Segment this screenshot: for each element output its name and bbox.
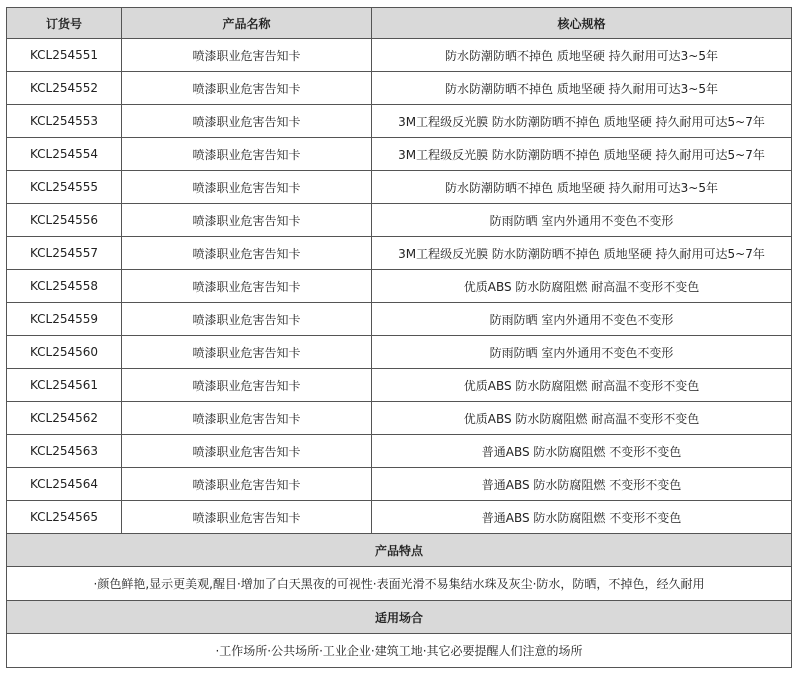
core-spec-cell: 防水防潮防晒不掉色 质地坚硬 持久耐用可达3~5年 <box>372 39 792 72</box>
order-no-cell: KCL254561 <box>7 369 122 402</box>
product-name-cell: 喷漆职业危害告知卡 <box>122 204 372 237</box>
order-no-cell: KCL254558 <box>7 270 122 303</box>
table-row <box>7 39 792 72</box>
product-name-cell: 喷漆职业危害告知卡 <box>122 270 372 303</box>
core-spec-cell: 防水防潮防晒不掉色 质地坚硬 持久耐用可达3~5年 <box>372 72 792 105</box>
order-no-cell: KCL254565 <box>7 501 122 534</box>
features-header-row <box>7 534 792 567</box>
core-spec-cell: 优质ABS 防水防腐阻燃 耐高温不变形不变色 <box>372 369 792 402</box>
product-name-cell: 喷漆职业危害告知卡 <box>122 402 372 435</box>
core-spec-cell: 普通ABS 防水防腐阻燃 不变形不变色 <box>372 501 792 534</box>
product-name-cell: 喷漆职业危害告知卡 <box>122 72 372 105</box>
product-name-cell: 喷漆职业危害告知卡 <box>122 105 372 138</box>
core-spec-cell: 防雨防晒 室内外通用不变色不变形 <box>372 204 792 237</box>
order-no-cell: KCL254559 <box>7 303 122 336</box>
product-name-cell: 喷漆职业危害告知卡 <box>122 39 372 72</box>
product-name-cell: 喷漆职业危害告知卡 <box>122 501 372 534</box>
order-no-cell: KCL254562 <box>7 402 122 435</box>
order-no-cell: KCL254557 <box>7 237 122 270</box>
table-row <box>7 270 792 303</box>
table-row <box>7 402 792 435</box>
header-order-no: 订货号 <box>7 8 122 39</box>
table-row <box>7 105 792 138</box>
core-spec-cell: 3M工程级反光膜 防水防潮防晒不掉色 质地坚硬 持久耐用可达5~7年 <box>372 105 792 138</box>
table-header-row <box>7 8 792 39</box>
table-row <box>7 468 792 501</box>
order-no-cell: KCL254563 <box>7 435 122 468</box>
table-row <box>7 303 792 336</box>
core-spec-cell: 3M工程级反光膜 防水防潮防晒不掉色 质地坚硬 持久耐用可达5~7年 <box>372 138 792 171</box>
order-no-cell: KCL254552 <box>7 72 122 105</box>
table-row <box>7 237 792 270</box>
core-spec-cell: 普通ABS 防水防腐阻燃 不变形不变色 <box>372 435 792 468</box>
table-row <box>7 336 792 369</box>
spec-table <box>6 7 792 668</box>
usage-title: 适用场合 <box>7 601 792 634</box>
core-spec-cell: 防雨防晒 室内外通用不变色不变形 <box>372 303 792 336</box>
product-name-cell: 喷漆职业危害告知卡 <box>122 468 372 501</box>
order-no-cell: KCL254553 <box>7 105 122 138</box>
table-row <box>7 72 792 105</box>
header-core-spec: 核心规格 <box>372 8 792 39</box>
core-spec-cell: 防雨防晒 室内外通用不变色不变形 <box>372 336 792 369</box>
usage-body-row <box>7 634 792 668</box>
order-no-cell: KCL254554 <box>7 138 122 171</box>
product-name-cell: 喷漆职业危害告知卡 <box>122 171 372 204</box>
table-row <box>7 369 792 402</box>
table-row <box>7 204 792 237</box>
product-name-cell: 喷漆职业危害告知卡 <box>122 303 372 336</box>
order-no-cell: KCL254556 <box>7 204 122 237</box>
table-row <box>7 171 792 204</box>
product-name-cell: 喷漆职业危害告知卡 <box>122 138 372 171</box>
table-row <box>7 138 792 171</box>
order-no-cell: KCL254555 <box>7 171 122 204</box>
order-no-cell: KCL254560 <box>7 336 122 369</box>
product-name-cell: 喷漆职业危害告知卡 <box>122 237 372 270</box>
spec-table-wrapper <box>6 7 791 668</box>
order-no-cell: KCL254564 <box>7 468 122 501</box>
header-product-name: 产品名称 <box>122 8 372 39</box>
core-spec-cell: 优质ABS 防水防腐阻燃 耐高温不变形不变色 <box>372 270 792 303</box>
core-spec-cell: 普通ABS 防水防腐阻燃 不变形不变色 <box>372 468 792 501</box>
table-row <box>7 501 792 534</box>
features-title: 产品特点 <box>7 534 792 567</box>
core-spec-cell: 优质ABS 防水防腐阻燃 耐高温不变形不变色 <box>372 402 792 435</box>
features-text: ·颜色鲜艳,显示更美观,醒目·增加了白天黑夜的可视性·表面光滑不易集结水珠及灰尘·防水，防晒，不掉色，经久耐用 <box>7 567 792 601</box>
table-body <box>7 39 792 534</box>
features-body-row <box>7 567 792 601</box>
core-spec-cell: 防水防潮防晒不掉色 质地坚硬 持久耐用可达3~5年 <box>372 171 792 204</box>
usage-text: ·工作场所·公共场所·工业企业·建筑工地·其它必要提醒人们注意的场所 <box>7 634 792 668</box>
product-name-cell: 喷漆职业危害告知卡 <box>122 336 372 369</box>
usage-header-row <box>7 601 792 634</box>
product-name-cell: 喷漆职业危害告知卡 <box>122 435 372 468</box>
product-name-cell: 喷漆职业危害告知卡 <box>122 369 372 402</box>
table-row <box>7 435 792 468</box>
order-no-cell: KCL254551 <box>7 39 122 72</box>
core-spec-cell: 3M工程级反光膜 防水防潮防晒不掉色 质地坚硬 持久耐用可达5~7年 <box>372 237 792 270</box>
